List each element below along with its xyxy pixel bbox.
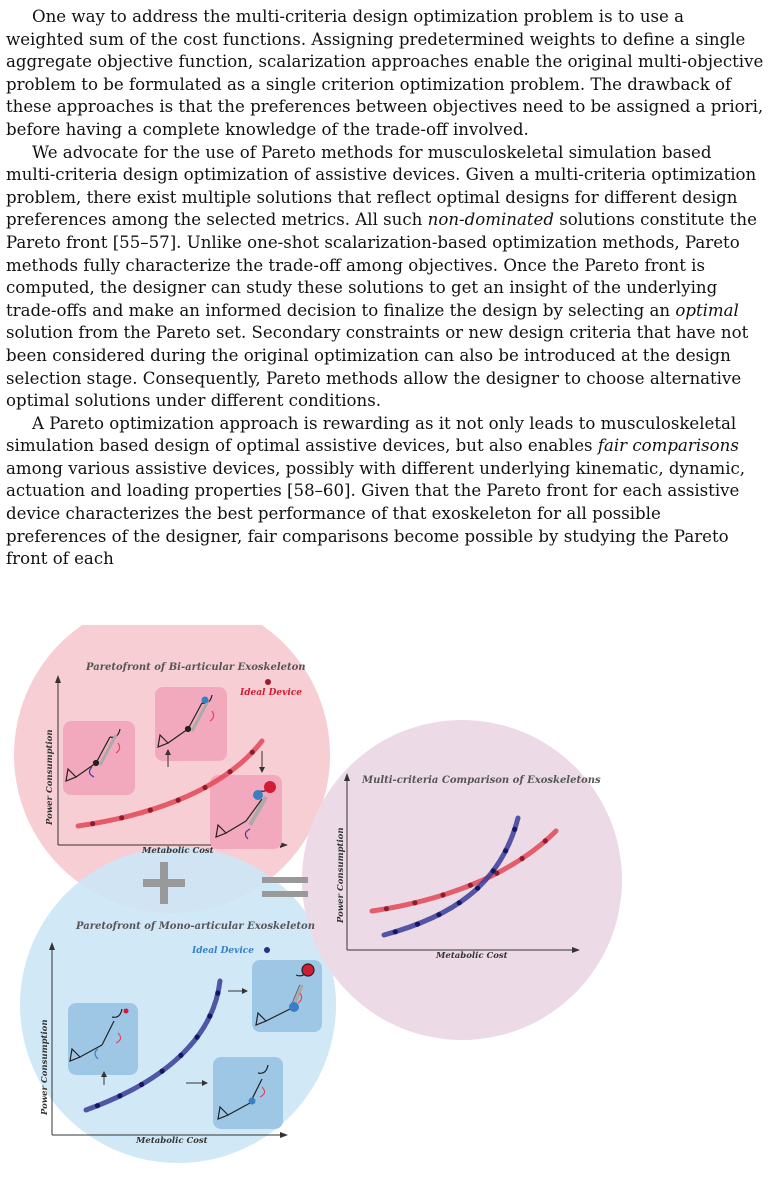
bi-point-1 (90, 821, 95, 826)
text-run: We advocate for the use of Pareto methods for musculoskeletal simulation based multi-criteria design optimization of assistive devices. Given a multi-criteria optimization problem, there exist multiple solutions that reflect optimal designs for different design preferences among the selected metrics. All such (6, 142, 757, 230)
emphasis-text: non-dominated (427, 210, 554, 230)
paragraph-3 (6, 413, 766, 571)
biarticular-ylabel: Power Consumption (45, 729, 55, 825)
text-run: One way to address the multi-criteria design optimization problem is to use a weighted sum of the cost functions. Assigning predetermined weights to define a single aggregate objective function, scalarization approaches enable the original multi-objective problem to be formulated as a single criterion optimization problem. The drawback of these approaches is that the preferences between objectives need to be assigned a priori, before having a complete knowledge of the trade-off involved. (6, 7, 764, 139)
cmp-mono-point-3 (436, 912, 441, 917)
cmp-mono-point-4 (457, 900, 462, 905)
mono-ideal-point (264, 947, 270, 953)
bi-point-2 (119, 815, 124, 820)
cmp-bi-point-1 (384, 906, 389, 911)
bi-ideal-point (265, 679, 271, 685)
mono-point-3 (139, 1082, 144, 1087)
biarticular-title: Paretofront of Bi-articular Exoskeleton (86, 662, 306, 673)
monoarticular-ylabel: Power Consumption (40, 1019, 50, 1115)
mono-design-box-3 (213, 1057, 283, 1129)
bi-ideal-label: Ideal Device (240, 688, 302, 698)
body-text (6, 6, 766, 571)
mono-point-2 (117, 1093, 122, 1098)
cmp-mono-point-6 (491, 868, 496, 873)
comparison-xlabel: Metabolic Cost (436, 951, 508, 961)
bi-point-3 (148, 808, 153, 813)
monoarticular-xlabel: Metabolic Cost (136, 1136, 208, 1146)
cmp-bi-point-7 (543, 838, 548, 843)
cmp-bi-point-4 (468, 883, 473, 888)
text-run: solution from the Pareto set. Secondary constraints or new design criteria that have not been considered during the original optimization can also be introduced at the design selection stage. Consequently, Pareto methods allow the designer to choose alternative optimal solutions under different conditions. (6, 323, 749, 411)
cmp-bi-point-3 (440, 892, 445, 897)
comparison-ylabel: Power Consumption (336, 827, 346, 923)
comparison-circle (302, 720, 622, 1040)
bi-point-7 (250, 750, 255, 755)
emphasis-text: optimal (675, 300, 739, 320)
paragraph-1 (6, 6, 766, 142)
comparison-title: Multi-criteria Comparison of Exoskeletons (362, 775, 601, 786)
mono-point-4 (160, 1069, 165, 1074)
pareto-figure (0, 625, 771, 1193)
mono-point-5 (178, 1053, 183, 1058)
emphasis-text: fair comparisons (597, 436, 739, 456)
cmp-mono-point-5 (475, 886, 480, 891)
text-run: among various assistive devices, possibly with different underlying kinematic, dynamic, actuation and loading properties [58–60]. Given that the Pareto front for each assistive device characterizes the best performance of that exoskeleton for all possible preferences of the designer, fair comparisons become possible by studying the Pareto front of each (6, 458, 746, 569)
bi-point-6 (227, 769, 232, 774)
cmp-mono-point-8 (512, 827, 517, 832)
paragraph-2 (6, 142, 766, 413)
bi-point-4 (176, 798, 181, 803)
monoarticular-title: Paretofront of Mono-articular Exoskeleton (76, 921, 315, 932)
cmp-mono-point-1 (393, 929, 398, 934)
cmp-bi-point-2 (412, 900, 417, 905)
cmp-mono-point-7 (503, 848, 508, 853)
biarticular-xlabel: Metabolic Cost (142, 846, 214, 856)
cmp-mono-point-2 (415, 922, 420, 927)
mono-ideal-label: Ideal Device (192, 946, 254, 956)
mono-point-1 (95, 1103, 100, 1108)
text-run: A Pareto optimization approach is rewarding as it not only leads to musculoskeletal simulation based design of optimal assistive devices, but also enables (6, 413, 737, 456)
text-run: solutions constitute the Pareto front [55–57]. Unlike one-shot scalarization-based optimization methods, Pareto methods fully characterize the trade-off among objectives. Once the Pareto front is computed, the designer can study these solutions to get an insight of the underlying trade-offs and make an informed decision to finalize the design by selecting an (6, 210, 757, 320)
bi-point-5 (202, 785, 207, 790)
mono-point-6 (195, 1035, 200, 1040)
mono-design-box-1 (68, 1003, 138, 1075)
cmp-bi-point-6 (520, 856, 525, 861)
mono-point-8 (215, 991, 220, 996)
mono-point-7 (207, 1014, 212, 1019)
